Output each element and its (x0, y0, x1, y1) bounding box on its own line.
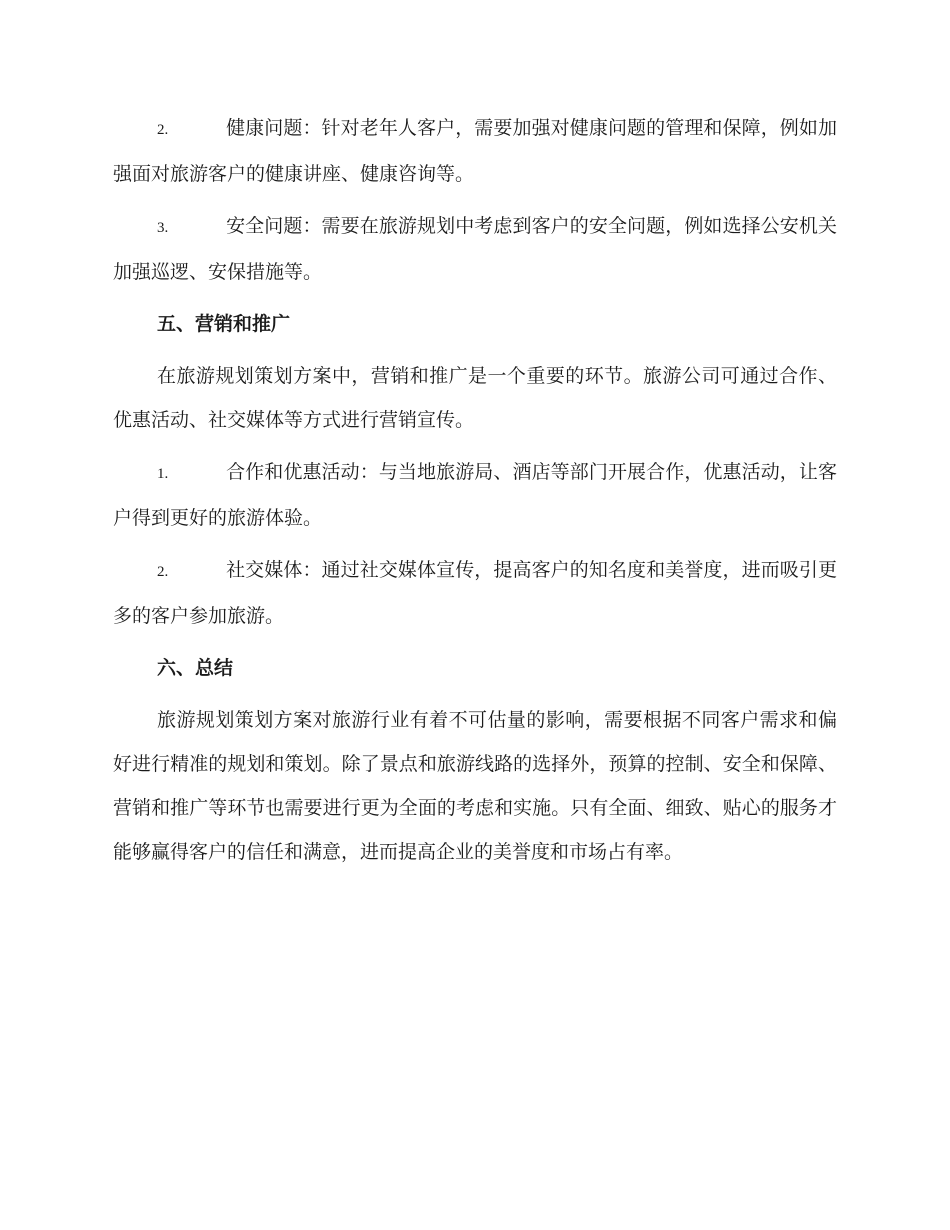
marketing-intro-paragraph: 在旅游规划策划方案中，营销和推广是一个重要的环节。旅游公司可通过合作、优惠活动、社交媒体等方式进行营销宣传。 (113, 365, 837, 431)
list-number: 2. (157, 564, 169, 580)
list-item-text: 合作和优惠活动：与当地旅游局、酒店等部门开展合作，优惠活动，让客户得到更好的旅游体验。 (113, 461, 837, 529)
list-item-cooperation (113, 450, 837, 540)
list-number: 1. (157, 466, 169, 482)
document-page (113, 106, 837, 882)
section-heading-marketing: 五、营销和推广 (157, 313, 291, 335)
list-item-safety (113, 204, 837, 294)
section-heading-summary: 六、总结 (157, 657, 234, 679)
list-number: 2. (157, 122, 169, 138)
list-item-text: 安全问题：需要在旅游规划中考虑到客户的安全问题，例如选择公安机关加强巡逻、安保措施等。 (113, 215, 837, 283)
list-item-text: 社交媒体：通过社交媒体宣传，提高客户的知名度和美誉度，进而吸引更多的客户参加旅游。 (113, 559, 837, 627)
list-item-text: 健康问题：针对老年人客户，需要加强对健康问题的管理和保障，例如加强面对旅游客户的健康讲座、健康咨询等。 (113, 117, 837, 185)
list-item-health (113, 106, 837, 196)
list-item-social-media (113, 548, 837, 638)
summary-paragraph: 旅游规划策划方案对旅游行业有着不可估量的影响，需要根据不同客户需求和偏好进行精准的规划和策划。除了景点和旅游线路的选择外，预算的控制、安全和保障、营销和推广等环节也需要进行更为全面的考虑和实施。只有全面、细致、贴心的服务才能够赢得客户的信任和满意，进而提高企业的美誉度和市场占有率。 (113, 709, 837, 863)
list-number: 3. (157, 220, 169, 236)
